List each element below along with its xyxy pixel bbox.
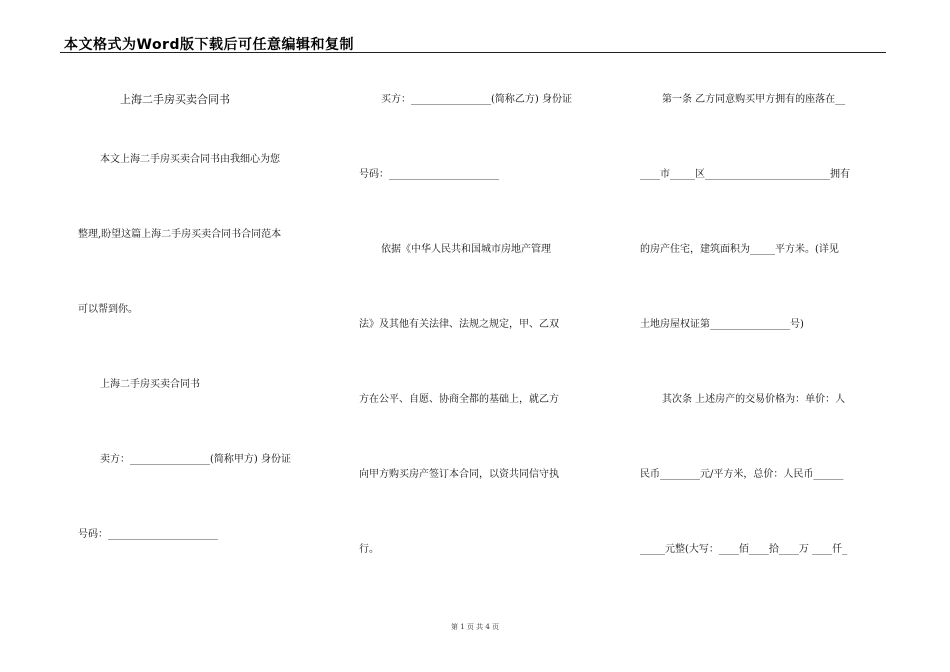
text-line: 本文上海二手房买卖合同书由我细心为您 — [100, 154, 280, 165]
text-line: 第一条 乙方同意购买甲方拥有的座落在__ — [662, 94, 846, 105]
text-line: 其次条 上述房产的交易价格为：单价：人 — [662, 394, 846, 405]
text-line: 可以帮到你。 — [78, 304, 138, 315]
text-line: ____市_____区_________________________拥有 — [640, 169, 850, 180]
text-line: 法》及其他有关法律、法规之规定，甲、乙双 — [359, 319, 559, 330]
text-line: 整理,盼望这篇上海二手房买卖合同书合同范本 — [78, 229, 282, 240]
top-rule — [60, 52, 886, 53]
text-line: 向甲方购买房产签订本合同，以资共同信守执 — [359, 469, 559, 480]
top-banner: 本文格式为Word版下载后可任意编辑和复制 — [64, 37, 354, 53]
section-heading: 上海二手房买卖合同书 — [100, 379, 200, 390]
text-line: 民币________元/平方米，总价：人民币______ — [640, 469, 844, 480]
text-line: 土地房屋权证第________________号) — [640, 319, 804, 330]
text-line: _____元整(大写：____佰____拾____万 ____仟_ — [640, 544, 848, 555]
text-line: 依据《中华人民共和国城市房地产管理 — [381, 244, 551, 255]
text-line: 号码：______________________ — [359, 169, 499, 180]
text-line: 行。 — [359, 544, 379, 555]
text-line: 方在公平、自愿、协商全都的基础上，就乙方 — [359, 394, 559, 405]
text-line: 号码：______________________ — [78, 529, 218, 540]
text-line: 买方：________________(简称乙方) 身份证 — [381, 94, 572, 105]
document-title: 上海二手房买卖合同书 — [120, 93, 230, 106]
page-footer: 第 1 页 共 4 页 — [450, 623, 500, 631]
text-line: 卖方：________________(简称甲方) 身份证 — [100, 454, 291, 465]
text-line: 的房产住宅，建筑面积为_____平方米。(详见 — [640, 244, 839, 255]
